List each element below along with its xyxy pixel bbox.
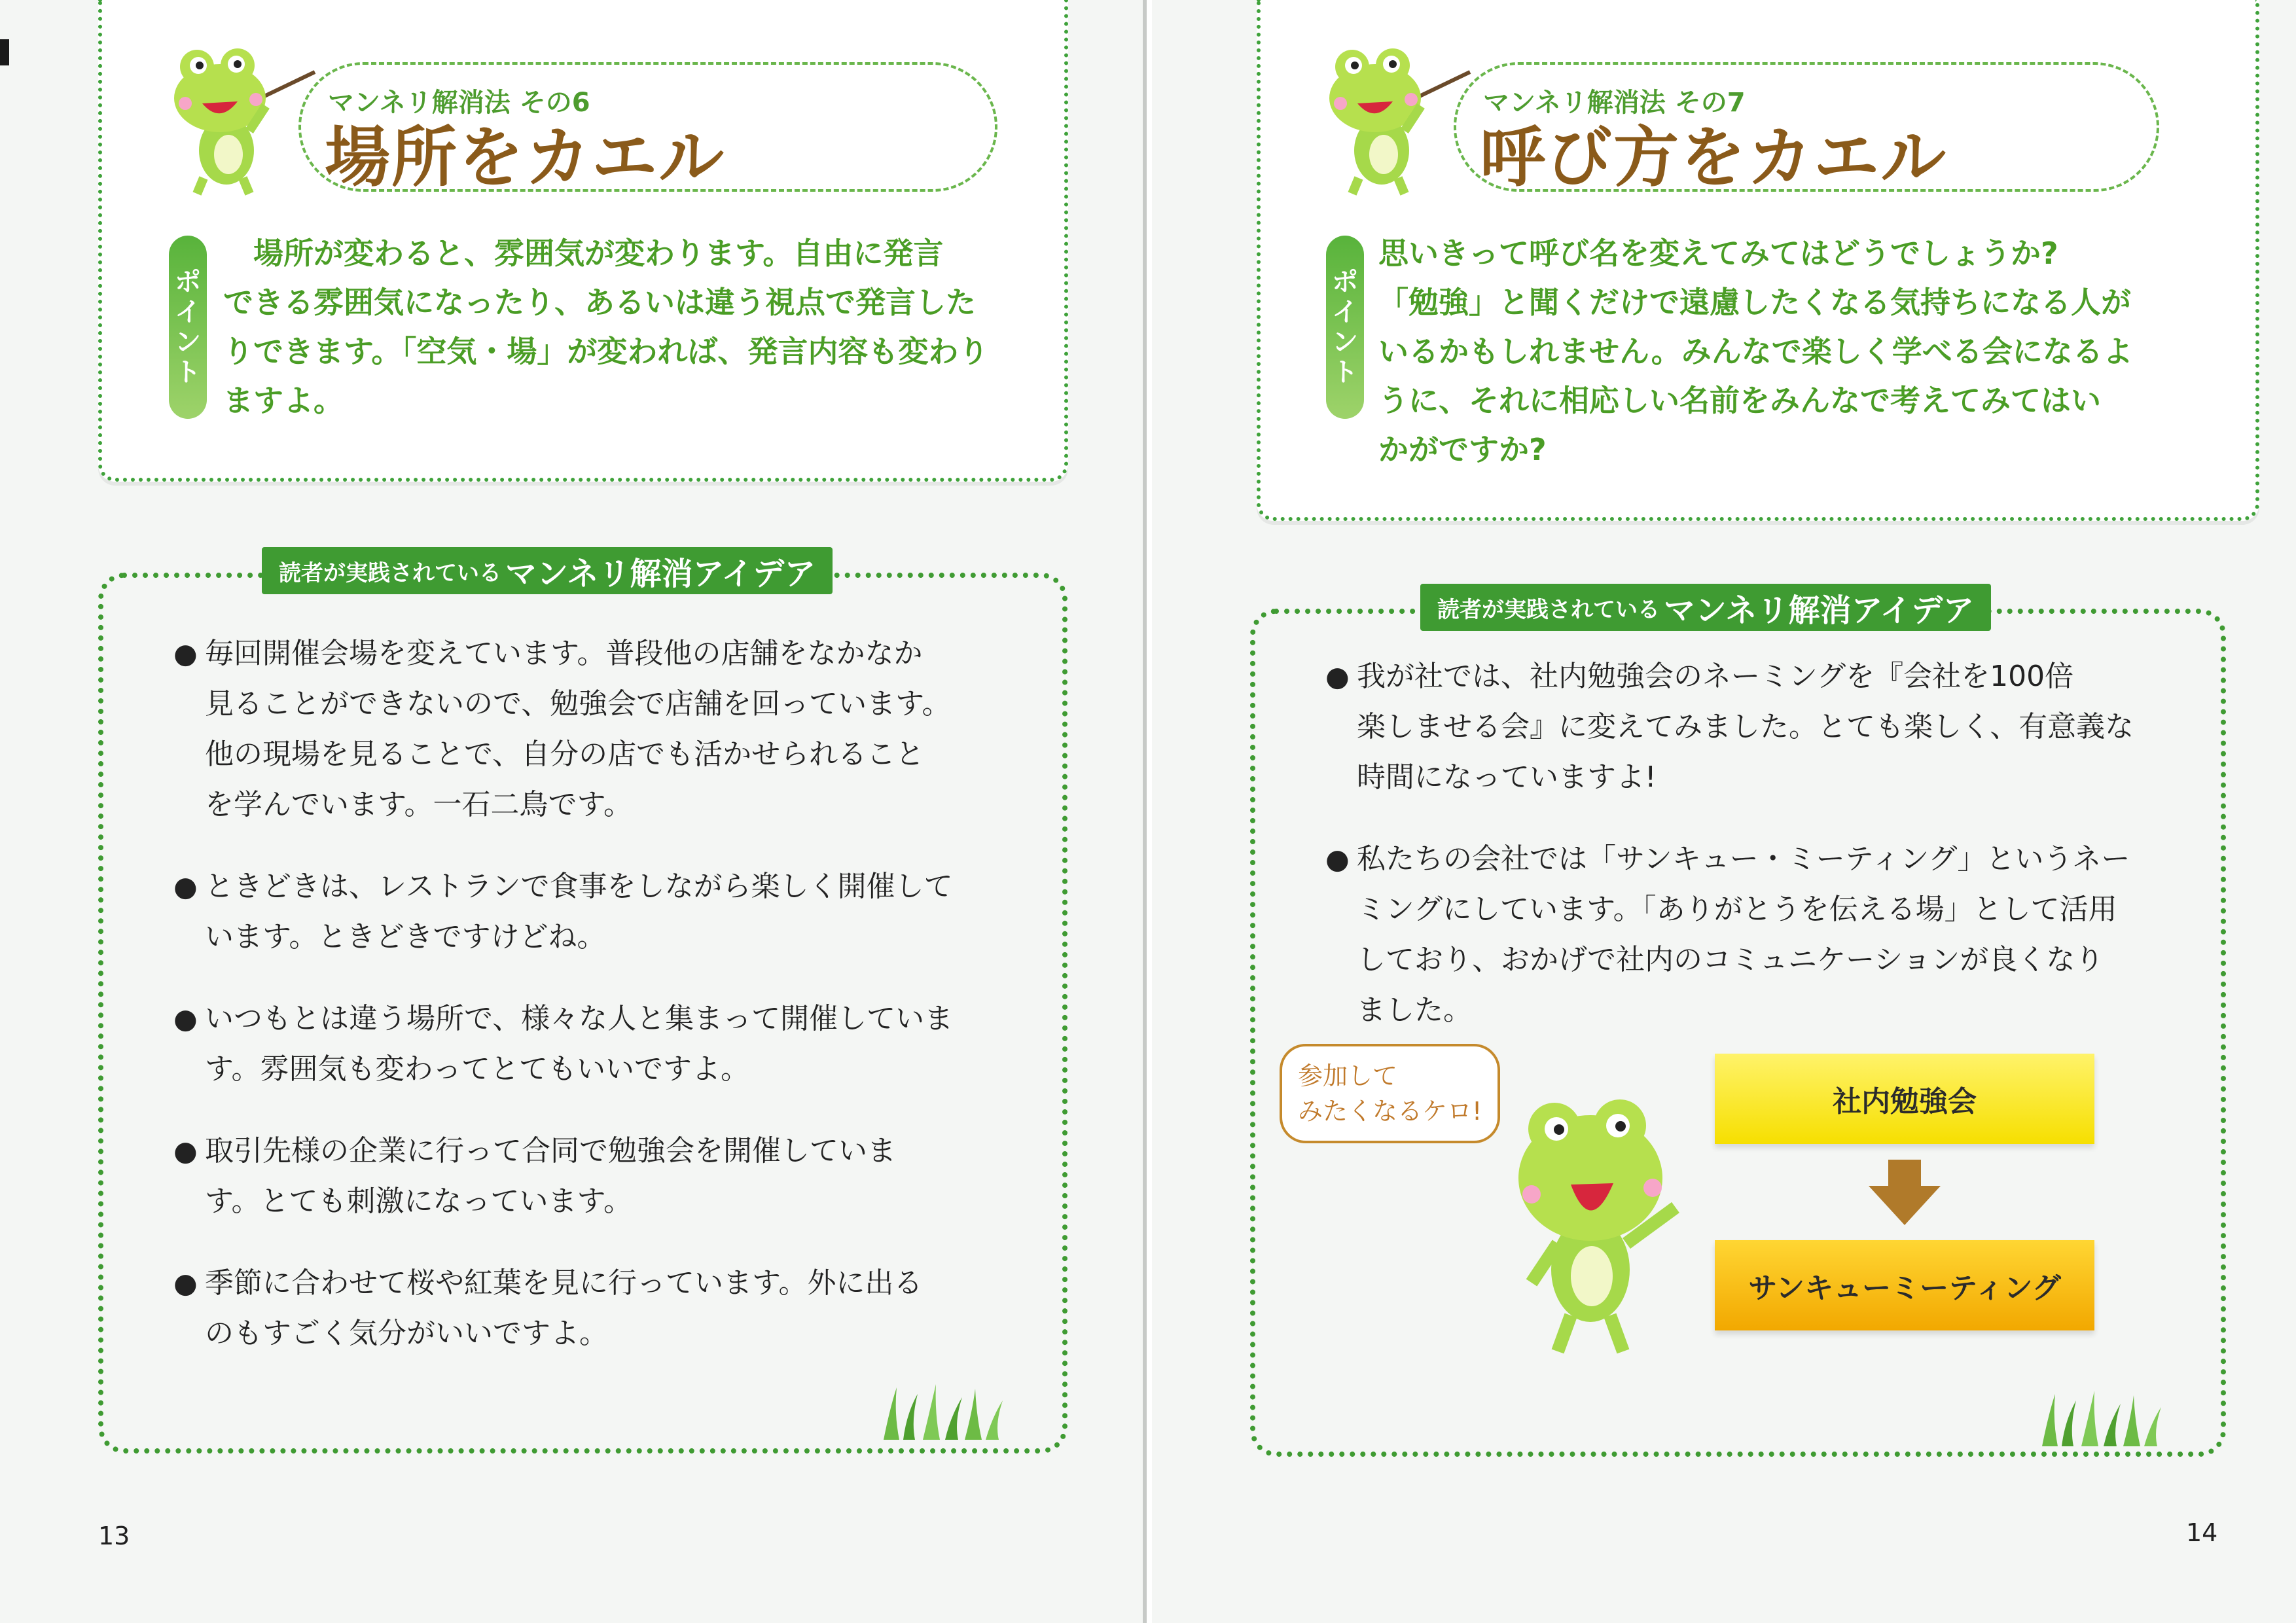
list-item	[173, 993, 1024, 1094]
point-line: うに、それに相応しい名前をみんなで考えてみてはい	[1378, 383, 2101, 418]
point-tag	[169, 236, 207, 419]
point-line: 思いきって呼び名を変えてみてはどうでしょうか?	[1378, 236, 2058, 271]
section-title: 場所をカエル	[325, 119, 725, 196]
idea-line: ました。	[1357, 993, 1472, 1027]
point-line: りできます。「空気・場」が変われば、発言内容も変わり	[223, 334, 989, 369]
point-text	[1378, 229, 2229, 474]
point-box	[98, 0, 1068, 482]
point-tag-char: ポ	[175, 267, 201, 297]
bullet: ●	[173, 870, 198, 902]
idea-line: 我が社では、社内勉強会のネーミングを『会社を100倍	[1357, 660, 2074, 693]
idea-list	[173, 628, 1024, 1390]
point-tag-char: ト	[175, 357, 201, 387]
point-tag-char: ン	[1332, 327, 1358, 357]
idea-line: を学んでいます。一石二鳥です。	[205, 788, 632, 821]
idea-list	[1325, 651, 2189, 1067]
idea-line: います。ときどきですけどね。	[205, 920, 606, 954]
frog-mascot-icon	[1306, 26, 1477, 196]
idea-line: 他の現場を見ることで、自分の店でも活かせられること	[205, 738, 925, 771]
point-line: いるかもしれません。みんなで楽しく学べる会になるよ	[1378, 334, 2133, 369]
left-page	[0, 0, 1147, 1623]
bullet: ●	[173, 1135, 198, 1167]
idea-line: 時間になっていますよ!	[1357, 760, 1657, 794]
bullet: ●	[1325, 660, 1350, 692]
idea-header-small: 読者が実践されている	[279, 560, 501, 586]
point-line: ますよ。	[223, 383, 344, 418]
idea-line: ときどきは、レストランで食事をしながら楽しく開催して	[205, 870, 953, 903]
section-title: 呼び方をカエル	[1480, 119, 1947, 196]
point-text	[223, 229, 1035, 425]
scan-mark	[0, 39, 9, 65]
section-subtitle: マンネリ解消法 その7	[1483, 88, 1746, 118]
point-box	[1257, 0, 2259, 521]
idea-line: いつもとは違う場所で、様々な人と集まって開催していま	[205, 1002, 954, 1035]
idea-line: 季節に合わせて桜や紅葉を見に行っています。外に出る	[205, 1266, 923, 1300]
idea-line: 取引先様の企業に行って合同で勉強会を開催していま	[205, 1134, 896, 1168]
point-line: 「勉強」と聞くだけで遠慮したくなる気持ちになる人が	[1378, 285, 2131, 320]
idea-line: す。とても刺激になっています。	[205, 1185, 632, 1218]
list-item	[173, 628, 1024, 830]
arrow-down-icon	[1865, 1160, 1944, 1225]
idea-header	[262, 547, 833, 594]
idea-header-small: 読者が実践されている	[1437, 596, 1660, 623]
idea-line: す。雰囲気も変わってとてもいいですよ。	[205, 1052, 750, 1086]
point-tag-char: ト	[1332, 357, 1358, 387]
flow-box-after: サンキューミーティング	[1715, 1240, 2094, 1330]
point-tag	[1326, 236, 1364, 419]
point-tag-char: イ	[1332, 297, 1358, 327]
list-item	[173, 1258, 1024, 1359]
section-subtitle: マンネリ解消法 その6	[328, 88, 590, 118]
idea-line: 見ることができないので、勉強会で店舗を回っています。	[205, 687, 951, 721]
grass-icon	[877, 1381, 1008, 1440]
bullet: ●	[1325, 843, 1350, 875]
page-number: 13	[98, 1522, 130, 1550]
flow-box-before: 社内勉強会	[1715, 1054, 2094, 1144]
idea-header-big: マンネリ解消アイデア	[505, 555, 816, 592]
point-tag-char: ン	[175, 327, 201, 357]
point-tag-char: イ	[175, 297, 201, 327]
list-item	[173, 1126, 1024, 1226]
idea-line: しており、おかげで社内のコミュニケーションが良くなり	[1357, 943, 2104, 976]
idea-line: 私たちの会社では「サンキュー・ミーティング」というネー	[1357, 842, 2130, 876]
speech-line: 参加して	[1298, 1061, 1398, 1090]
list-item	[1325, 651, 2189, 802]
list-item	[173, 861, 1024, 962]
page-number: 14	[2186, 1518, 2218, 1547]
speech-line: みたくなるケロ!	[1298, 1097, 1482, 1126]
idea-line: 毎回開催会場を変えています。普段他の店舗をなかなか	[205, 637, 923, 670]
grass-icon	[2036, 1387, 2166, 1446]
point-tag-char: ポ	[1332, 267, 1358, 297]
point-line: 場所が変わると、雰囲気が変わります。自由に発言	[223, 236, 944, 271]
bullet: ●	[173, 1003, 198, 1035]
idea-line: ミングにしています。「ありがとうを伝える場」として活用	[1357, 893, 2117, 926]
right-page	[1152, 0, 2296, 1623]
idea-line: のもすごく気分がいいですよ。	[205, 1317, 608, 1350]
idea-header	[1420, 584, 1991, 631]
idea-header-big: マンネリ解消アイデア	[1664, 592, 1975, 629]
idea-line: 楽しませる会』に変えてみました。とても楽しく、有意義な	[1357, 710, 2134, 743]
frog-mascot-icon	[151, 26, 321, 196]
bullet: ●	[173, 637, 198, 669]
frog-mascot-icon	[1492, 1073, 1702, 1361]
point-line: できる雰囲気になったり、あるいは違う視点で発言した	[223, 285, 976, 320]
bullet: ●	[173, 1267, 198, 1299]
speech-bubble	[1280, 1044, 1500, 1143]
list-item	[1325, 834, 2189, 1035]
point-line: かがですか?	[1378, 432, 1547, 467]
